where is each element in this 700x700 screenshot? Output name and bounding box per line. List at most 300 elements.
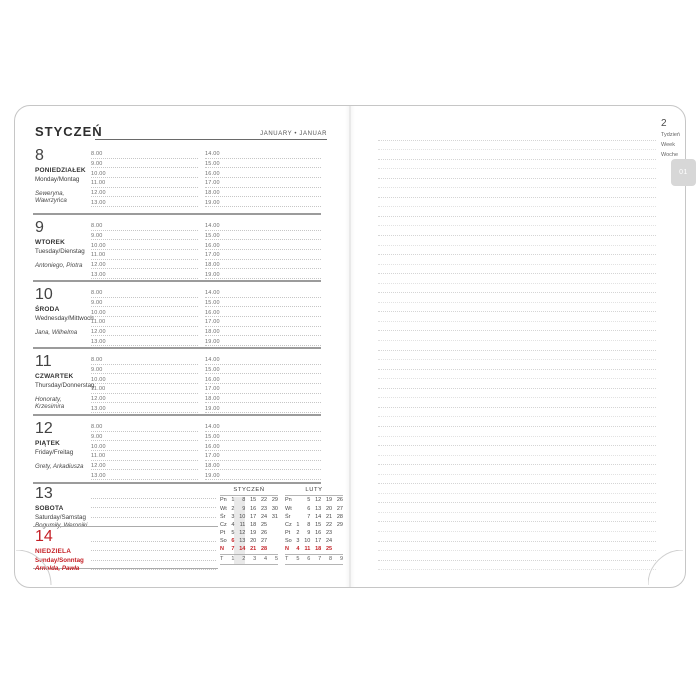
note-line (378, 341, 656, 351)
time-label: 10.00 (91, 309, 106, 316)
time-slots-morning (91, 355, 198, 413)
time-slot-row (205, 188, 321, 198)
weekday-en-de: Thursday/Donnerstag (35, 382, 95, 390)
calendar-day-cell (332, 538, 343, 546)
time-slot-row (91, 327, 198, 337)
time-slot-row (205, 178, 321, 188)
note-line (378, 475, 656, 485)
day-number: 14 (35, 528, 53, 545)
time-slot-row (205, 422, 321, 432)
calendar-day-cell: 19 (325, 497, 333, 504)
time-label: 12.00 (91, 395, 106, 402)
calendar-day-cell (332, 530, 343, 538)
calendar-day-cell: 25 (260, 521, 268, 528)
day-block-wednesday (33, 280, 321, 347)
time-slot-row (205, 260, 321, 270)
time-slot-row (91, 159, 198, 169)
time-slot-row (205, 365, 321, 375)
time-label: 12.00 (91, 328, 106, 335)
time-slot-row (91, 461, 198, 471)
mini-calendars (220, 487, 343, 565)
calendar-weekday-label: Śr (220, 513, 226, 520)
time-label: 19.00 (205, 338, 220, 345)
calendar-day-cell (267, 522, 278, 530)
calendar-day-cell: 8 (307, 521, 311, 528)
month-subtitle: JANUARY • JANUAR (260, 131, 327, 137)
time-label: 13.00 (91, 472, 106, 479)
week-number-cell: 9 (332, 554, 343, 564)
time-label: 15.00 (205, 232, 220, 239)
note-line (378, 522, 656, 532)
week-number-cell: 1 (229, 554, 234, 564)
calendar-day-cell: 14 (234, 546, 245, 554)
calendar-day-cell: 17 (315, 538, 322, 545)
writing-line (91, 542, 216, 552)
page-curl-bottom-left (16, 550, 52, 586)
calendar-week-row (220, 554, 278, 564)
calendar-weekday-label: Pn (220, 497, 227, 504)
note-line (378, 360, 656, 370)
time-label: 11.00 (91, 252, 106, 259)
time-slots-morning (91, 422, 198, 480)
time-slot-row (205, 451, 321, 461)
time-slots-afternoon (205, 221, 321, 279)
time-slot-row (205, 394, 321, 404)
calendar-day-cell: 25 (325, 546, 333, 553)
calendar-day-cell: 2 (296, 530, 300, 537)
time-slot-row (91, 240, 198, 250)
mini-calendar-title: STYCZEŃ (220, 487, 278, 496)
time-label: 17.00 (205, 180, 220, 187)
week-row-label: T (285, 554, 294, 564)
calendar-day-cell: 12 (315, 497, 322, 504)
note-line (378, 370, 656, 380)
time-slot-row (91, 168, 198, 178)
calendar-day-cell: 6 (231, 538, 235, 545)
note-line (378, 284, 656, 294)
weekday-polish: WTOREK (35, 239, 65, 247)
time-label: 15.00 (205, 160, 220, 167)
day-info (35, 422, 89, 470)
calendar-day-cell: 29 (336, 521, 343, 528)
time-label: 15.00 (205, 366, 220, 373)
time-slot-row (205, 441, 321, 451)
time-slot-row (205, 231, 321, 241)
writing-line (91, 561, 216, 571)
time-label: 8.00 (91, 290, 103, 297)
note-line (378, 246, 656, 256)
calendar-day-cell: 5 (307, 497, 311, 504)
calendar-day-cell: 26 (260, 530, 268, 537)
calendar-day-cell (267, 530, 278, 538)
mini-calendar (285, 487, 343, 565)
week-number-cell: 2 (234, 554, 245, 564)
calendar-day-cell: 2 (231, 505, 235, 512)
time-slot-row (91, 432, 198, 442)
time-label: 13.00 (91, 405, 106, 412)
calendar-day-cell: 10 (234, 513, 245, 521)
time-label: 9.00 (91, 366, 103, 373)
calendar-day-cell: 27 (336, 505, 343, 512)
calendar-day-cell: 21 (250, 546, 257, 553)
calendar-day-cell: 16 (315, 530, 322, 537)
calendar-day-cell: 19 (250, 530, 257, 537)
time-label: 17.00 (205, 252, 220, 259)
day-block-sunday (33, 526, 218, 573)
time-label: 11.00 (91, 319, 106, 326)
time-label: 14.00 (205, 151, 220, 158)
mini-calendar-title: LUTY (285, 487, 343, 496)
day-block-tuesday (33, 213, 321, 280)
time-label: 14.00 (205, 357, 220, 364)
calendar-day-cell: 28 (260, 546, 268, 553)
day-block-thursday (33, 347, 321, 414)
time-slot-row (91, 403, 198, 413)
calendar-day-cell: 24 (325, 538, 333, 545)
calendar-row (285, 505, 343, 513)
time-label: 14.00 (205, 223, 220, 230)
time-slot-row (91, 231, 198, 241)
day-block-saturday (33, 484, 218, 530)
calendar-day-cell: 8 (234, 497, 245, 505)
week-indicator (661, 118, 691, 161)
time-slot-row (205, 298, 321, 308)
calendar-day-cell: 3 (231, 513, 235, 520)
time-slot-row (205, 240, 321, 250)
note-line (378, 408, 656, 418)
page-curl-bottom-right (648, 550, 684, 586)
time-slot-row (91, 422, 198, 432)
weekday-polish: CZWARTEK (35, 373, 74, 381)
writing-lines (91, 489, 216, 527)
time-slot-row (91, 336, 198, 346)
note-line (378, 255, 656, 265)
calendar-day-cell: 24 (260, 513, 268, 520)
weekday-en-de: Tuesday/Dienstag (35, 248, 85, 256)
note-line (378, 503, 656, 513)
time-slots-afternoon (205, 355, 321, 413)
weekday-polish: SOBOTA (35, 505, 64, 513)
note-line (378, 494, 656, 504)
note-line (378, 293, 656, 303)
note-line (378, 312, 656, 322)
calendar-day-cell: 12 (234, 530, 245, 538)
calendar-day-cell: 4 (296, 546, 300, 553)
writing-lines (91, 532, 216, 570)
time-slots-afternoon (205, 422, 321, 480)
calendar-day-cell (332, 546, 343, 554)
calendar-day-cell: 29 (271, 497, 278, 504)
note-line (378, 179, 656, 189)
weekday-polish: ŚRODA (35, 306, 60, 314)
calendar-row (285, 522, 343, 530)
time-slot-row (91, 269, 198, 279)
calendar-day-cell: 9 (307, 530, 311, 537)
time-label: 9.00 (91, 299, 103, 306)
weekday-polish: PONIEDZIAŁEK (35, 167, 86, 175)
time-label: 14.00 (205, 424, 220, 431)
calendar-day-cell: 10 (304, 538, 311, 545)
calendar-day-cell (267, 538, 278, 546)
note-line (378, 561, 656, 571)
time-label: 17.00 (205, 386, 220, 393)
day-number: 8 (35, 147, 44, 164)
weekend-days (33, 484, 218, 573)
note-line (378, 542, 656, 552)
calendar-row (220, 538, 278, 546)
calendar-day-cell: 31 (271, 513, 278, 520)
day-number: 11 (35, 353, 52, 370)
header-rule (95, 139, 327, 140)
calendar-day-cell: 27 (260, 538, 268, 545)
note-line (378, 274, 656, 284)
calendar-day-cell (267, 546, 278, 554)
name-days: Bogumiły, Weroniki (35, 522, 88, 530)
time-slot-row (205, 288, 321, 298)
time-slot-row (91, 197, 198, 207)
time-label: 18.00 (205, 462, 220, 469)
time-slot-row (91, 188, 198, 198)
time-label: 10.00 (91, 242, 106, 249)
notes-area (378, 131, 656, 570)
writing-line (91, 551, 216, 561)
time-slot-row (205, 355, 321, 365)
calendar-day-cell: 1 (231, 497, 235, 504)
week-number: 2 (661, 118, 667, 129)
day-info (35, 353, 95, 411)
calendar-row (285, 497, 343, 505)
note-line (378, 169, 656, 179)
note-line (378, 207, 656, 217)
time-slots-afternoon (205, 288, 321, 346)
name-days: Jana, Wilhelma (35, 329, 78, 337)
note-line (378, 351, 656, 361)
calendar-weekday-label: Pt (220, 530, 226, 537)
day-number: 13 (35, 485, 53, 502)
time-label: 19.00 (205, 405, 220, 412)
calendar-day-cell: 18 (250, 521, 257, 528)
left-page (15, 106, 351, 587)
time-label: 16.00 (205, 242, 220, 249)
note-line (378, 236, 656, 246)
time-label: 8.00 (91, 357, 103, 364)
time-label: 15.00 (205, 299, 220, 306)
time-slot-row (91, 394, 198, 404)
mini-calendar (220, 487, 278, 565)
name-days: Honoraty, Krzesimira (35, 396, 65, 411)
calendar-day-cell: 5 (231, 530, 235, 537)
weekday-en-de: Sunday/Sonntag (35, 557, 84, 565)
calendar-row (220, 546, 278, 554)
time-slot-row (91, 451, 198, 461)
calendar-day-cell: 15 (315, 521, 322, 528)
calendar-day-cell: 11 (304, 546, 311, 553)
calendar-day-cell: 7 (231, 546, 235, 553)
calendar-day-cell: 21 (325, 513, 333, 520)
note-line (378, 484, 656, 494)
time-slot-row (205, 374, 321, 384)
time-slot-row (91, 470, 198, 480)
calendar-weekday-label: N (285, 546, 289, 553)
time-label: 11.00 (91, 386, 106, 393)
calendar-day-cell: 18 (315, 546, 322, 553)
calendar-weekday-label: Wt (285, 505, 292, 512)
note-line (378, 551, 656, 561)
note-line (378, 437, 656, 447)
time-label: 16.00 (205, 309, 220, 316)
note-line (378, 446, 656, 456)
time-label: 12.00 (91, 462, 106, 469)
time-label: 11.00 (91, 453, 106, 460)
calendar-weekday-label: Pt (285, 530, 291, 537)
calendar-day-cell: 1 (296, 521, 300, 528)
time-label: 18.00 (205, 189, 220, 196)
day-block-monday (33, 143, 321, 213)
day-blocks (33, 143, 321, 482)
name-days: Grety, Arkadiusza (35, 463, 84, 471)
time-slot-row (91, 307, 198, 317)
time-label: 9.00 (91, 433, 103, 440)
time-label: 8.00 (91, 151, 103, 158)
note-line (378, 322, 656, 332)
time-slot-row (205, 250, 321, 260)
calendar-day-cell: 30 (271, 505, 278, 512)
calendar-row (285, 546, 343, 554)
week-label-pl: Tydzień (661, 132, 680, 138)
time-slot-row (91, 441, 198, 451)
calendar-weekday-label: N (220, 546, 224, 553)
calendar-row (220, 522, 278, 530)
time-slot-row (205, 149, 321, 159)
week-row-label: T (220, 554, 229, 564)
day-number: 9 (35, 219, 44, 236)
calendar-row (285, 513, 343, 521)
name-days: Seweryna, Wawrzyńca (35, 190, 67, 205)
time-label: 16.00 (205, 443, 220, 450)
calendar-row (220, 505, 278, 513)
calendar-day-cell: 22 (260, 497, 268, 504)
time-slot-row (91, 260, 198, 270)
week-number-cell: 7 (310, 554, 321, 564)
time-label: 11.00 (91, 180, 106, 187)
time-label: 10.00 (91, 170, 106, 177)
note-line (378, 198, 656, 208)
writing-line (91, 532, 216, 542)
time-label: 18.00 (205, 395, 220, 402)
diary-spread (14, 105, 686, 588)
time-slot-row (91, 298, 198, 308)
week-number-cell: 8 (321, 554, 332, 564)
time-label: 14.00 (205, 290, 220, 297)
time-slots-morning (91, 221, 198, 279)
weekday-en-de: Friday/Freitag (35, 449, 74, 457)
time-label: 18.00 (205, 261, 220, 268)
time-label: 17.00 (205, 319, 220, 326)
right-page (351, 106, 687, 587)
name-days: Arnolda, Pawła (35, 565, 80, 573)
note-line (378, 160, 656, 170)
calendar-day-cell: 15 (250, 497, 257, 504)
note-line (378, 398, 656, 408)
note-line (378, 532, 656, 542)
note-line (378, 131, 656, 141)
calendar-day-cell: 23 (325, 530, 333, 537)
time-label: 13.00 (91, 271, 106, 278)
note-line (378, 379, 656, 389)
note-line (378, 303, 656, 313)
weekend-area (33, 482, 343, 573)
note-line (378, 417, 656, 427)
calendar-weekday-label: Wt (220, 505, 227, 512)
note-line (378, 331, 656, 341)
calendar-week-row (285, 554, 343, 564)
calendar-day-cell: 26 (336, 497, 343, 504)
time-label: 10.00 (91, 376, 106, 383)
calendar-day-cell: 20 (250, 538, 257, 545)
time-label: 9.00 (91, 232, 103, 239)
mini-calendar-grid (220, 497, 278, 565)
time-label: 8.00 (91, 424, 103, 431)
calendar-day-cell: 3 (296, 538, 300, 545)
calendar-weekday-label: So (285, 538, 292, 545)
time-slot-row (205, 307, 321, 317)
writing-line (91, 489, 216, 499)
time-slot-row (205, 461, 321, 471)
note-line (378, 226, 656, 236)
day-block-friday (33, 414, 321, 482)
day-info (35, 487, 89, 529)
time-label: 12.00 (91, 189, 106, 196)
note-line (378, 389, 656, 399)
calendar-day-cell: 13 (234, 538, 245, 546)
calendar-row (285, 538, 343, 546)
day-info (35, 286, 94, 337)
month-tab: 01 (671, 159, 696, 186)
name-days: Antoniego, Piotra (35, 262, 83, 270)
time-slot-row (91, 374, 198, 384)
day-number: 12 (35, 420, 53, 437)
note-line (378, 456, 656, 466)
calendar-row (285, 530, 343, 538)
weekday-polish: PIĄTEK (35, 440, 61, 448)
day-info (35, 149, 89, 204)
time-slot-row (205, 269, 321, 279)
time-slot-row (91, 250, 198, 260)
calendar-weekday-label: Cz (220, 521, 227, 528)
calendar-day-cell: 4 (231, 521, 235, 528)
time-slot-row (91, 317, 198, 327)
weekday-en-de: Wednesday/Mittwoch (35, 315, 94, 323)
time-slot-row (205, 403, 321, 413)
calendar-day-cell: 14 (315, 513, 322, 520)
calendar-day-cell: 17 (250, 513, 257, 520)
time-slot-row (205, 317, 321, 327)
time-label: 8.00 (91, 223, 103, 230)
week-label-en: Week (661, 141, 675, 148)
calendar-weekday-label: Śr (285, 513, 291, 520)
week-label-de: Woche (661, 151, 679, 158)
note-line (378, 141, 656, 151)
note-line (378, 217, 656, 227)
time-label: 16.00 (205, 376, 220, 383)
time-slot-row (205, 336, 321, 346)
calendar-weekday-label: Pn (285, 497, 292, 504)
time-slot-row (205, 432, 321, 442)
time-slot-row (91, 288, 198, 298)
note-line (378, 513, 656, 523)
time-label: 18.00 (205, 328, 220, 335)
calendar-row (220, 530, 278, 538)
